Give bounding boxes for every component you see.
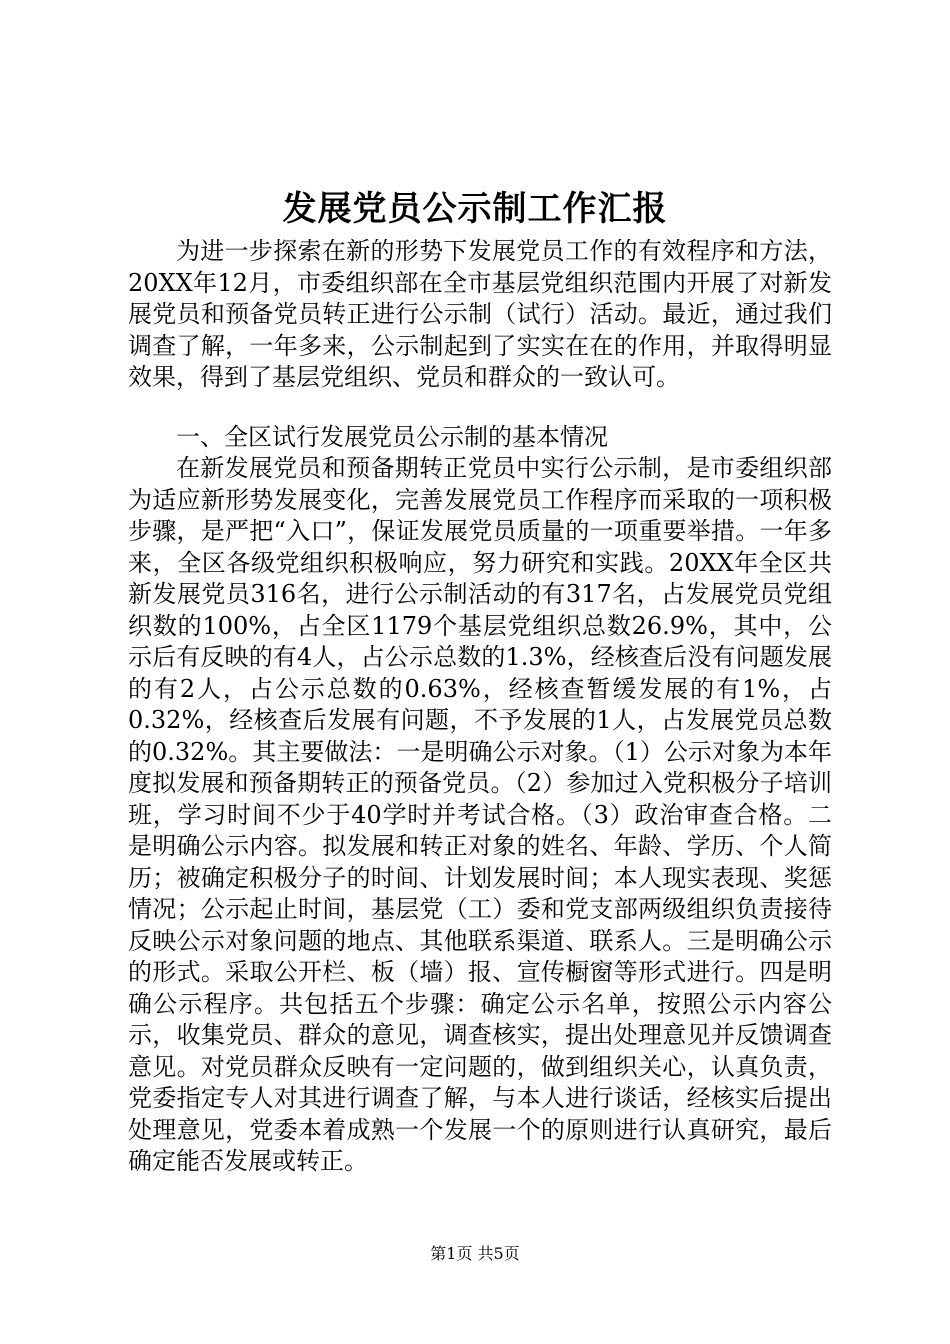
- section-paragraph: 在新发展党员和预备期转正党员中实行公示制，是市委组织部为适应新形势发展变化，完善发展党员工作程序而采取的一项积极步骤，是严把“入口”，保证发展党员质量的一项重要举措。一年多来，全区各级党组织积极响应，努力研究和实践。20XX年全区共新发展党员316名，进行公示制活动的有317名，占发展党员党组织数的100%，占全区1179个基层党组织总数26.9%，其中，公示后有反映的有4人，占公示总数的1.3%，经核查后没有问题发展的有2人，占公示总数的0.63%，经核查暂缓发展的有1%，占0.32%，经核查后发展有问题，不予发展的1人，占发展党员总数的0.32%。其主要做法：一是明确公示对象。（1）公示对象为本年度拟发展和预备期转正的预备党员。（2）参加过入党积极分子培训班，学习时间不少于40学时并考试合格。（3）政治审查合格。二是明确公示内容。拟发展和转正对象的姓名、年龄、学历、个人简历；被确定积极分子的时间、计划发展时间；本人现实表现、奖惩情况；公示起止时间，基层党（工）委和党支部两级组织负责接待反映公示对象问题的地点、其他联系渠道、联系人。三是明确公示的形式。采取公开栏、板（墙）报、宣传橱窗等形式进行。四是明确公示程序。共包括五个步骤：确定公示名单，按照公示内容公示，收集党员、群众的意见，调查核实，提出处理意见并反馈调查意见。对党员群众反映有一定问题的，做到组织关心，认真负责，党委指定专人对其进行调查了解，与本人进行谈话，经核实后提出处理意见，党委本着成熟一个发展一个的原则进行认真研究，最后确定能否发展或转正。: [128, 454, 832, 1175]
- section-heading: 一、全区试行发展党员公示制的基本情况: [176, 423, 608, 451]
- document-title: 发展党员公示制工作汇报: [282, 189, 668, 229]
- page-footer: 第1页 共5页: [430, 1244, 520, 1263]
- intro-paragraph: 为进一步探索在新的形势下发展党员工作的有效程序和方法，20XX年12月，市委组织部在全市基层党组织范围内开展了对新发展党员和预备党员转正进行公示制（试行）活动。最近，通过我们调查了解，一年多来，公示制起到了实实在在的作用，并取得明显效果，得到了基层党组织、党员和群众的一致认可。: [128, 237, 832, 391]
